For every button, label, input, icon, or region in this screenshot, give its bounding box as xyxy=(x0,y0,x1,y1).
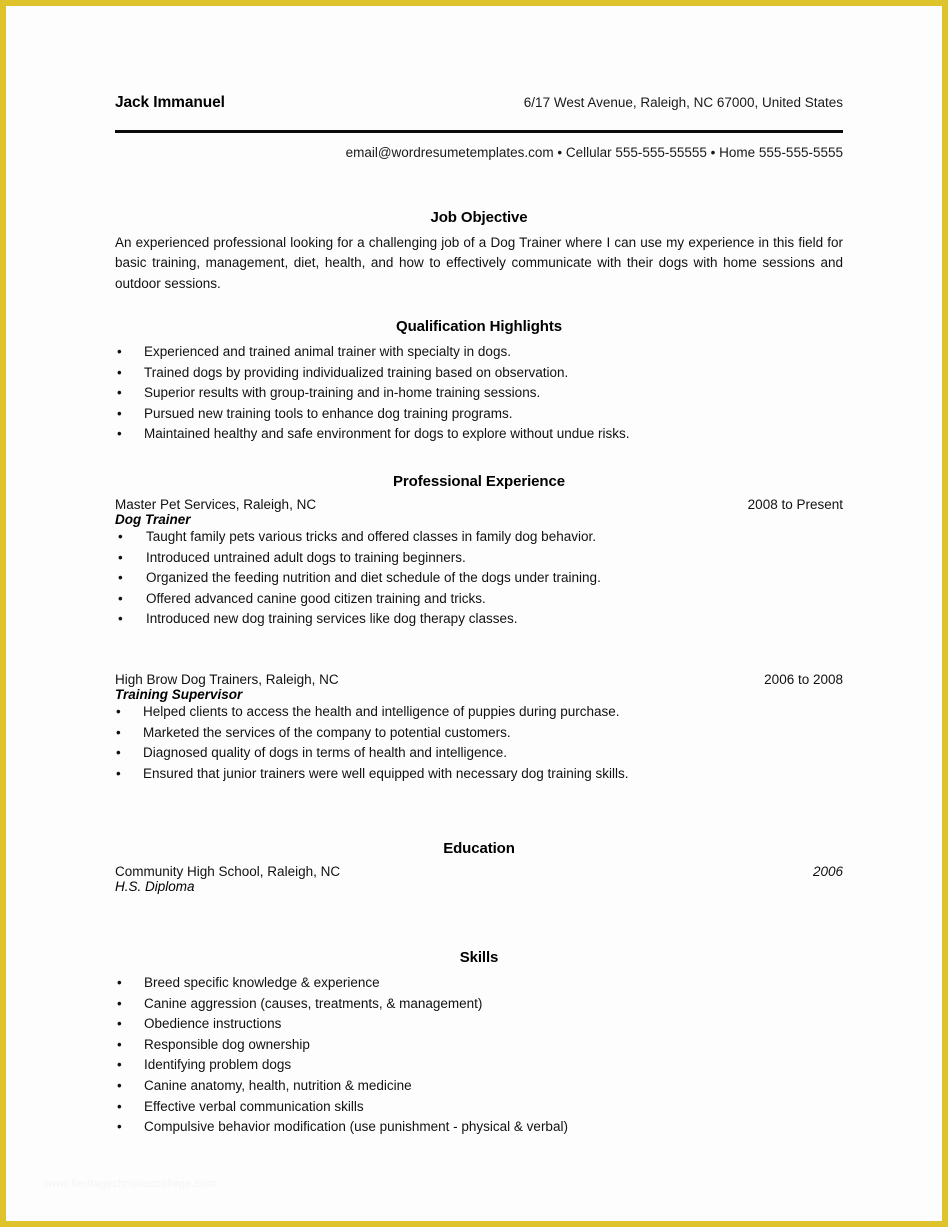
section-title-education: Education xyxy=(443,840,515,857)
list-item-label: Breed specific knowledge & experience xyxy=(144,975,380,990)
experience-bullet-list xyxy=(115,702,843,784)
list-item-label: Effective verbal communication skills xyxy=(144,1098,364,1114)
bullet-icon: • xyxy=(116,724,121,740)
experience-dates: 2006 to 2008 xyxy=(764,672,843,687)
list-item-label: Pursued new training tools to enhance dog training programs. xyxy=(144,405,513,421)
experience-organization: Master Pet Services, Raleigh, NC xyxy=(115,497,317,512)
section-title-professional-experience: Professional Experience xyxy=(393,473,565,490)
list-item xyxy=(115,1014,843,1035)
bullet-icon: • xyxy=(118,549,123,565)
education-entry-header xyxy=(115,864,843,879)
list-item xyxy=(115,994,843,1015)
header-divider-rule xyxy=(115,130,843,133)
list-item xyxy=(115,548,843,569)
bullet-icon: • xyxy=(118,590,123,606)
list-item-label: Organized the feeding nutrition and diet schedule of the dogs under training. xyxy=(146,570,601,586)
bullet-icon: • xyxy=(117,1119,122,1135)
education-entry xyxy=(115,864,843,894)
bullet-icon: • xyxy=(117,1057,122,1073)
list-item-label: Introduced new dog training services like dog therapy classes. xyxy=(146,611,518,627)
bullet-icon: • xyxy=(117,1036,122,1052)
bullet-icon: • xyxy=(116,745,121,761)
list-item-label: Canine anatomy, health, nutrition & medicine xyxy=(144,1077,412,1093)
bullet-icon: • xyxy=(118,611,123,627)
job-objective-paragraph: An experienced professional looking for a challenging job of a Dog Trainer where I can use my experience in this field for basic training, management, diet, health, and how to effectively communicate with their dogs with home sessions and outdoor sessions. xyxy=(115,235,843,291)
education-credential: H.S. Diploma xyxy=(115,879,195,894)
list-item xyxy=(115,1097,843,1118)
bullet-icon: • xyxy=(118,570,123,586)
experience-dates: 2008 to Present xyxy=(747,497,843,512)
list-item xyxy=(115,568,843,589)
list-item-label: Taught family pets various tricks and offered classes in family dog behavior. xyxy=(146,529,596,544)
experience-job-title: Training Supervisor xyxy=(115,687,243,702)
bullet-icon: • xyxy=(117,426,122,442)
list-item-label: Obedience instructions xyxy=(144,1016,282,1032)
list-item xyxy=(115,609,843,630)
list-item xyxy=(115,723,843,744)
list-item-label: Diagnosed quality of dogs in terms of health and intelligence. xyxy=(143,745,507,761)
experience-organization: High Brow Dog Trainers, Raleigh, NC xyxy=(115,672,339,687)
list-item xyxy=(115,589,843,610)
list-item xyxy=(115,424,843,445)
list-item xyxy=(115,527,843,548)
bullet-icon: • xyxy=(117,1077,122,1093)
list-item-label: Maintained healthy and safe environment for dogs to explore without undue risks. xyxy=(144,426,630,442)
list-item-label: Ensured that junior trainers were well equipped with necessary dog training skills. xyxy=(143,765,629,781)
list-item-label: Trained dogs by providing individualized training based on observation. xyxy=(144,364,569,380)
list-item xyxy=(115,764,843,785)
experience-job-title: Dog Trainer xyxy=(115,512,191,527)
experience-entry xyxy=(115,497,843,630)
watermark-text: www.heritagechristiancollege.com xyxy=(44,1178,217,1190)
list-item xyxy=(115,383,843,404)
bullet-icon: • xyxy=(117,405,122,421)
list-item-label: Introduced untrained adult dogs to training beginners. xyxy=(146,549,466,565)
education-dates: 2006 xyxy=(812,864,843,879)
list-item xyxy=(115,973,843,994)
list-item xyxy=(115,1035,843,1056)
bullet-icon: • xyxy=(117,975,122,990)
list-item xyxy=(115,743,843,764)
list-item-label: Offered advanced canine good citizen training and tricks. xyxy=(146,590,486,606)
experience-bullet-list xyxy=(115,527,843,630)
list-item-label: Compulsive behavior modification (use punishment - physical & verbal) xyxy=(144,1119,568,1135)
bullet-icon: • xyxy=(118,529,123,544)
list-item xyxy=(115,1076,843,1097)
section-title-qualification-highlights: Qualification Highlights xyxy=(396,318,562,335)
bullet-icon: • xyxy=(117,344,122,359)
list-item-label: Canine aggression (causes, treatments, & management) xyxy=(144,995,483,1011)
bullet-icon: • xyxy=(116,704,121,719)
bullet-icon: • xyxy=(117,385,122,401)
experience-entry-header xyxy=(115,497,843,512)
list-item-label: Superior results with group-training and in-home training sessions. xyxy=(144,385,541,401)
candidate-address: 6/17 West Avenue, Raleigh, NC 67000, United States xyxy=(523,95,843,110)
skills-list xyxy=(115,973,843,1138)
resume-content-area xyxy=(115,6,843,1221)
bullet-icon: • xyxy=(117,995,122,1011)
bullet-icon: • xyxy=(117,364,122,380)
experience-entry xyxy=(115,672,843,784)
bullet-icon: • xyxy=(116,765,121,781)
list-item-label: Experienced and trained animal trainer with specialty in dogs. xyxy=(144,344,511,359)
section-title-skills: Skills xyxy=(459,949,499,966)
experience-entry-header xyxy=(115,672,843,687)
list-item xyxy=(115,363,843,384)
list-item xyxy=(115,1117,843,1138)
resume-header xyxy=(115,94,843,112)
list-item-label: Responsible dog ownership xyxy=(144,1036,310,1052)
list-item xyxy=(115,702,843,723)
list-item-label: Helped clients to access the health and intelligence of puppies during purchase. xyxy=(143,704,620,719)
list-item xyxy=(115,342,843,363)
list-item-label: Identifying problem dogs xyxy=(144,1057,292,1073)
qualification-highlights-list xyxy=(115,342,843,445)
bullet-icon: • xyxy=(117,1098,122,1114)
list-item xyxy=(115,404,843,425)
candidate-name: Jack Immanuel xyxy=(115,94,225,111)
candidate-contact-line: email@wordresumetemplates.com • Cellular 555-555-55555 • Home 555-555-5555 xyxy=(345,145,843,160)
section-title-job-objective: Job Objective xyxy=(430,209,528,226)
list-item-label: Marketed the services of the company to potential customers. xyxy=(143,724,511,740)
bullet-icon: • xyxy=(117,1016,122,1032)
education-institution: Community High School, Raleigh, NC xyxy=(115,864,341,879)
list-item xyxy=(115,1055,843,1076)
